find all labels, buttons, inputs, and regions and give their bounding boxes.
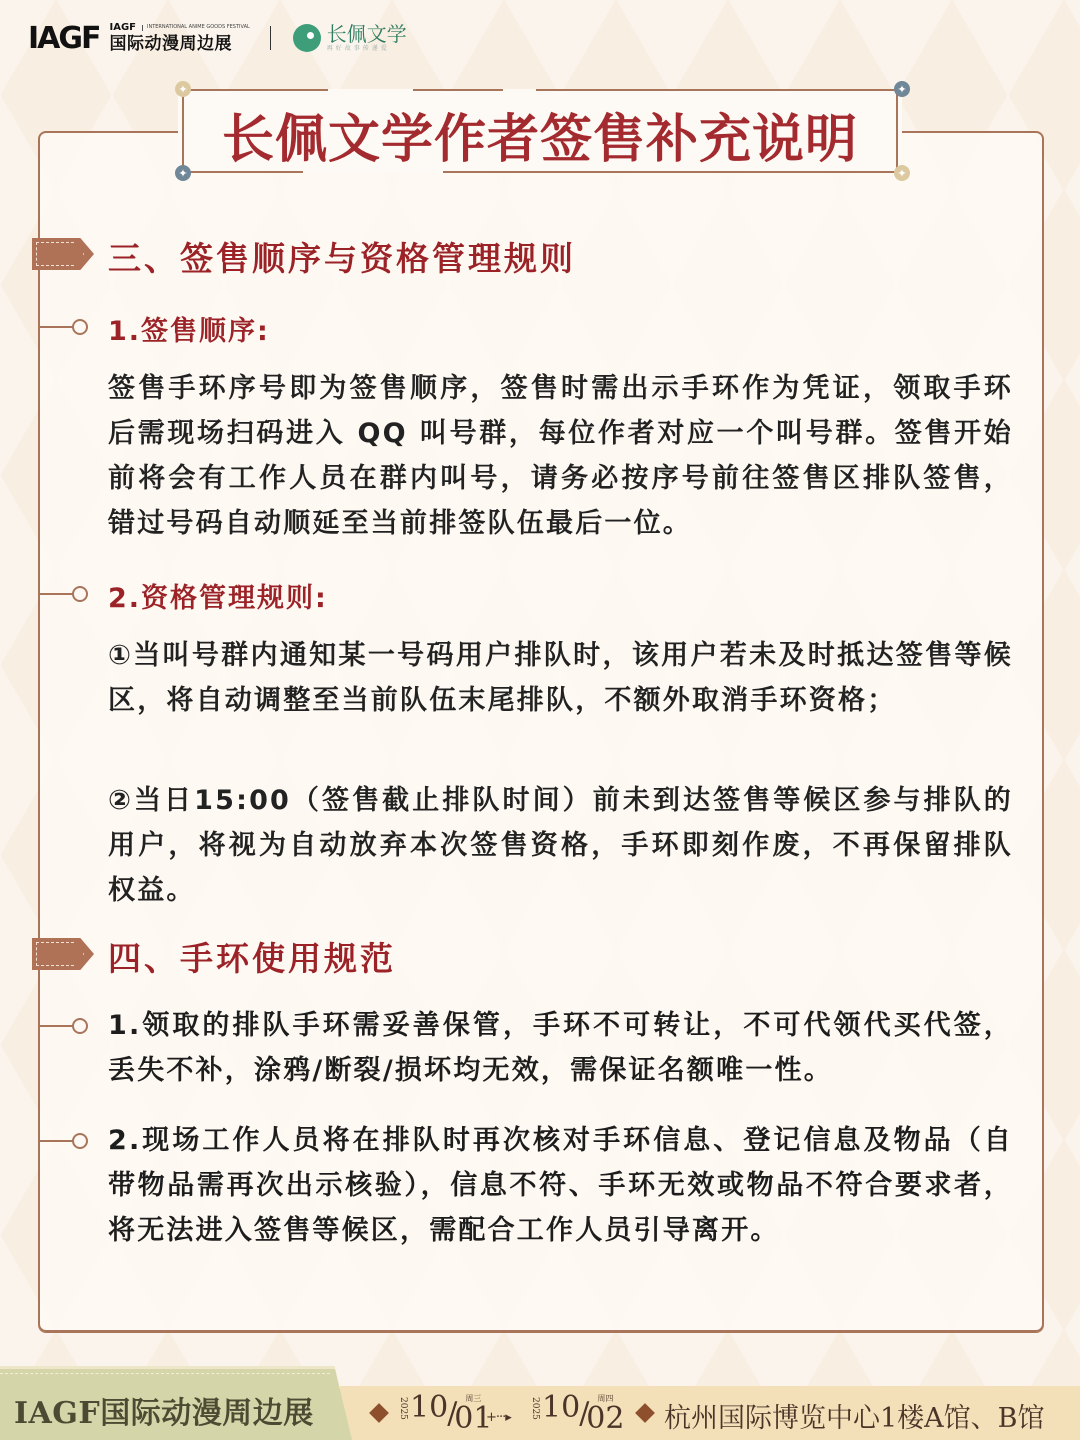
- paragraph: ②当日15:00（签售截止排队时间）前未到达签售等候区参与排队的用户，将视为自动放弃本次签售资格，手环即刻作废，不再保留排队权益。: [108, 785, 1013, 906]
- timeline-line: [38, 230, 40, 1260]
- subsection-heading: 1.签售顺序:: [108, 316, 270, 347]
- sparkle-icon: ✦: [175, 81, 191, 97]
- sparkle-icon: ✦: [894, 165, 910, 181]
- iagf-logo-mark: IAGF: [28, 20, 100, 56]
- section-heading: 四、手环使用规范: [108, 939, 396, 978]
- bullet-circle-icon: [72, 1133, 88, 1149]
- subsection-heading: 2.资格管理规则:: [108, 583, 328, 614]
- logo-divider: [270, 26, 271, 50]
- start-date: 2025 10 / 周三 01: [398, 1390, 493, 1436]
- title-banner: [178, 82, 907, 180]
- paragraph: ①当叫号群内通知某一号码用户排队时，该用户若未及时抵达签售等候区，将自动调整至当前队伍末尾排队，不额外取消手环资格；: [108, 640, 1013, 716]
- section-heading: 三、签售顺序与资格管理规则: [108, 239, 576, 278]
- footer-brand: IAGF国际动漫周边展: [14, 1396, 314, 1431]
- iagf-small-label: IAGF: [109, 22, 136, 33]
- iagf-chinese-name: 国际动漫周边展: [109, 34, 232, 54]
- list-item: 2.现场工作人员将在排队时再次核对手环信息、登记信息及物品（自带物品需再次出示核验），信息不符、手环无效或物品不符合要求者，将无法进入签售等候区，需配合工作人员引导离开。: [108, 1125, 1013, 1246]
- partner-logo: [293, 24, 407, 52]
- sparkle-icon: ✦: [175, 165, 191, 181]
- page-title: 长佩文学作者签售补充说明: [221, 109, 858, 170]
- bullet-circle-icon: [72, 319, 88, 335]
- elephant-logo-icon: [293, 24, 321, 52]
- arrow-right-icon: +···▸: [486, 1410, 511, 1425]
- header-logos: [28, 16, 407, 60]
- bullet-circle-icon: [72, 586, 88, 602]
- end-date: 2025 10 / 周四 02: [530, 1390, 625, 1436]
- paragraph: 签售手环序号即为签售顺序，签售时需出示手环作为凭证，领取手环后需现场扫码进入 QQ 叫号群，每位作者对应一个叫号群。签售开始前将会有工作人员在群内叫号，请务必按序号前往签售区排队签售，错过号码自动顺延至当前排签队伍最后一位。: [108, 373, 1013, 539]
- iagf-tagline: INTERNATIONAL ANIME GOODS FESTIVAL: [142, 25, 250, 31]
- partner-tagline: 再好故事传递爱: [326, 45, 390, 52]
- sparkle-icon: ✦: [894, 81, 910, 97]
- bullet-circle-icon: [72, 1018, 88, 1034]
- partner-name: 长佩文学: [326, 22, 407, 46]
- venue: 杭州国际博览中心1楼A馆、B馆: [664, 1403, 1045, 1434]
- list-item: 1.领取的排队手环需妥善保管，手环不可转让，不可代领代买代签，丢失不补，涂鸦/断裂/损坏均无效，需保证名额唯一性。: [108, 1010, 1013, 1086]
- iagf-logo-text: [110, 23, 250, 53]
